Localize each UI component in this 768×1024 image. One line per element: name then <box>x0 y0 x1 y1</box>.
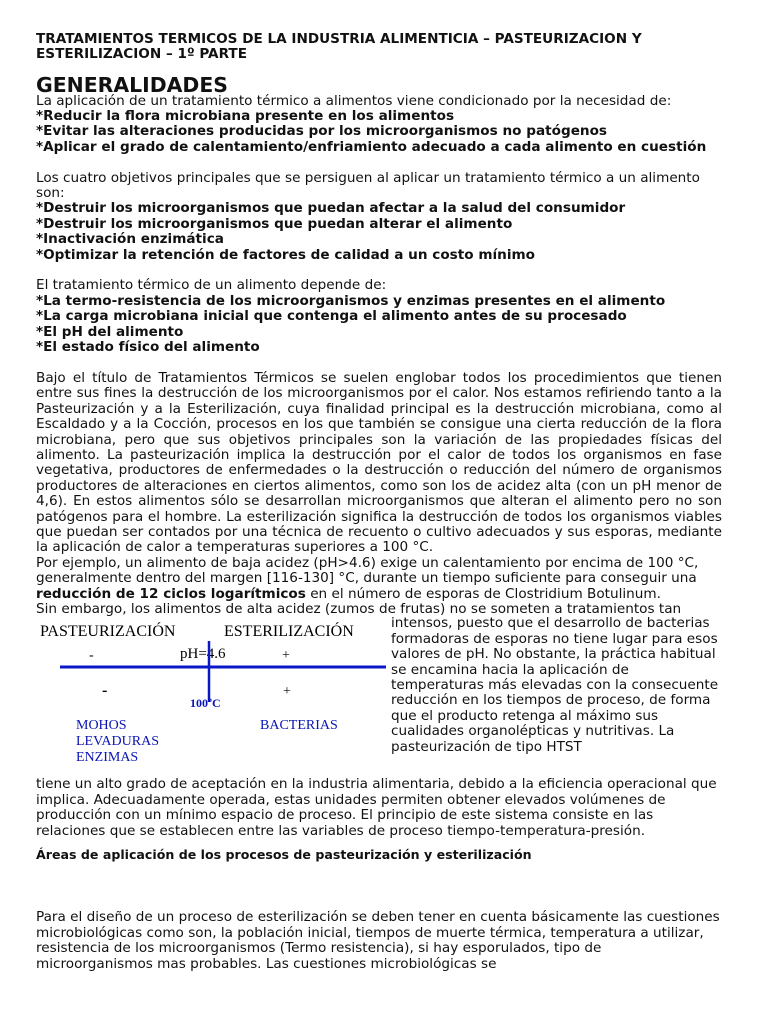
section-heading-generalidades: GENERALIDADES <box>36 73 228 98</box>
generalidades-list <box>36 109 722 155</box>
example-line2: Sin embargo, los alimentos de alta acidez (zumos de frutas) no se someten a tratamientos tan <box>36 600 682 617</box>
objetivos-intro: Los cuatro objetivos principales que se persiguen al aplicar un tratamiento térmico a un alimento son: <box>36 169 700 202</box>
right-list-item-1: BACTERIAS <box>260 718 338 734</box>
document-page <box>36 32 722 972</box>
pasteurizacion-label: PASTEURIZACIÓN <box>40 623 176 641</box>
objetivos-list <box>36 201 722 263</box>
left-list-item-3: ENZIMAS <box>76 750 139 766</box>
temperature-label: 100ºC <box>190 696 221 711</box>
list-item: *El estado físico del alimento <box>36 339 260 356</box>
ph-label: pH=4.6 <box>180 646 226 663</box>
list-item: *Destruir los microorganismos que puedan alterar el alimento <box>36 215 513 232</box>
example-text-after: en el número de esporas de Clostridium Botulinum. <box>305 585 661 602</box>
minus-bottom: - <box>102 682 108 700</box>
body-paragraph: Bajo el título de Tratamientos Térmicos se suelen englobar todos los procedimientos que tienen entre sus fines la destrucción de los microorganismos por el calor. Nos estamos refiriendo tanto a la Pasteurización y a la Esterilización, cuya finalidad principal es la destrucción microbiana, como al Escaldado y a la Cocción, procesos en los que también se consigue una cierta reducción de la flora microbiana, pero que sus objetivos principales son la variación de las propiedades físicas del alimento. La pasteurización implica la destrucción por el calor de todos los organismos en fase vegetativa, productores de enfermedades o la destrucción o reducción del número de organismos productores de alteraciones en ciertos alimentos, como son los de acidez alta (con un pH menor de 4,6). En estos alimentos sólo se desarrollan microorganismos que alteran el alimento pero no son patógenos para el hombre. La esterilización significa la destrucción de todos los organismos viables que puedan ser contados por una técnica de recuento o cultivo adecuados y sus esporas, mediante la aplicación de calor a temperaturas superiores a 100 °C. <box>36 369 722 556</box>
list-item: *Reducir la flora microbiana presente en los alimentos <box>36 108 455 125</box>
example-paragraph <box>36 556 722 602</box>
depende-intro: El tratamiento térmico de un alimento depende de: <box>36 277 387 294</box>
depende-list <box>36 294 722 356</box>
example-bold: reducción de 12 ciclos logarítmicos <box>36 585 306 602</box>
list-item: *La termo-resistencia de los microorganismos y enzimas presentes en el alimento <box>36 292 666 309</box>
figure-block <box>36 617 722 777</box>
document-title: TRATAMIENTOS TERMICOS DE LA INDUSTRIA ALIMENTICIA – PASTEURIZACION Y ESTERILIZACION – 1º PARTE <box>36 31 642 63</box>
list-item: *Destruir los microorganismos que puedan afectar a la salud del consumidor <box>36 200 626 217</box>
list-item: *Evitar las alteraciones producidas por los microorganismos no patógenos <box>36 123 608 140</box>
left-list-item-2: LEVADURAS <box>76 734 159 750</box>
minus-top: - <box>89 648 94 664</box>
list-item: *Inactivación enzimática <box>36 231 224 248</box>
figure-side-text: intensos, puesto que el desarrollo de bacterias formadoras de esporas no tiene lugar para esos valores de pH. No obstante, la práctica habitual se encamina hacia la aplicación de temperaturas más elevadas con la consecuente reducción en los tiempos de proceso, de forma que el producto retenga al máximo sus cualidades organolépticas y nutritivas. La pasteurización de tipo HTST <box>391 615 719 755</box>
left-list-item-1: MOHOS <box>76 718 127 734</box>
after-figure-paragraph: tiene un alto grado de aceptación en la industria alimentaria, debido a la eficiencia operacional que implica. Adecuadamente operada, estas unidades permiten obtener elevados volúmenes de producción con un mínimo espacio de proceso. El principio de este sistema consiste en las relaciones que se establecen entre las variables de proceso tiempo-temperatura-presión. <box>36 776 717 839</box>
plus-bottom: + <box>283 684 291 700</box>
plus-top: + <box>282 648 290 664</box>
generalidades-intro: La aplicación de un tratamiento térmico a alimentos viene condicionado por la necesidad de: <box>36 92 672 109</box>
esterilizacion-label: ESTERILIZACIÓN <box>224 623 354 641</box>
list-item: *Aplicar el grado de calentamiento/enfriamiento adecuado a cada alimento en cuestión <box>36 138 707 155</box>
example-text-before: Por ejemplo, un alimento de baja acidez (pH>4.6) exige un calentamiento por encima de 100 °C, generalmente dentro del margen [116-130] °C, durante un tiempo suficiente para conseguir una <box>36 554 699 587</box>
final-paragraph: Para el diseño de un proceso de esterilización se deben tener en cuenta básicamente las cuestiones microbiológicas como son, la población inicial, tiempos de muerte térmica, temperatura a utilizar, resistencia de los microorganismos (Termo resistencia), si hay esporulados, tipo de microorganismos mas probables. Las cuestiones microbiológicas se <box>36 909 720 972</box>
list-item: *Optimizar la retención de factores de calidad a un costo mínimo <box>36 246 535 263</box>
ph-diagram <box>36 617 386 772</box>
list-item: *El pH del alimento <box>36 323 184 340</box>
section-heading-areas: Áreas de aplicación de los procesos de pasteurización y esterilización <box>36 847 532 862</box>
list-item: *La carga microbiana inicial que contenga el alimento antes de su procesado <box>36 308 627 325</box>
